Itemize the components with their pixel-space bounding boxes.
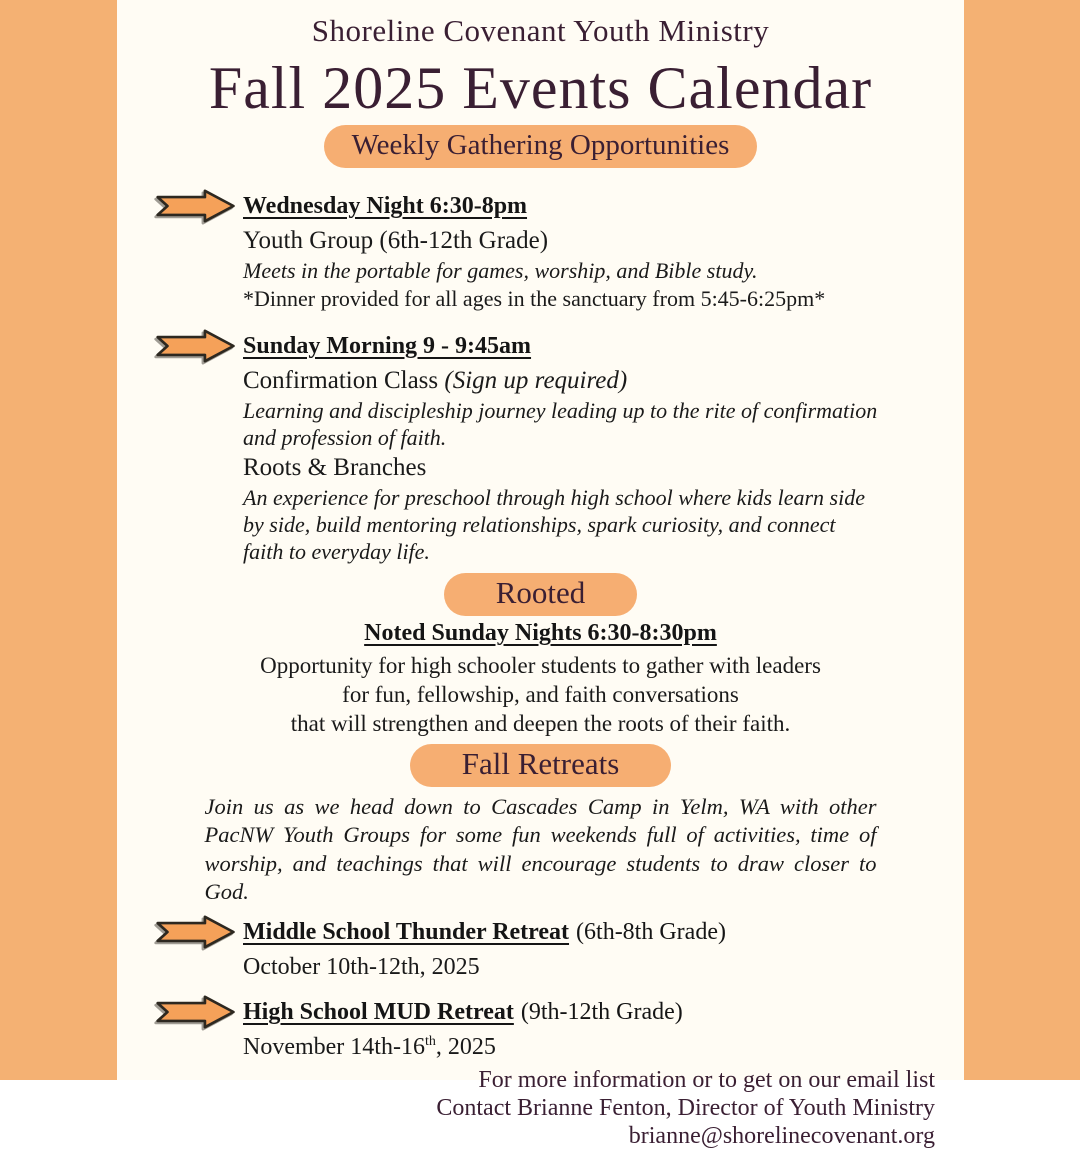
mud-retreat-header bbox=[117, 994, 964, 1030]
fall-retreats-badge: Fall Retreats bbox=[410, 744, 672, 787]
weekly-gathering-badge: Weekly Gathering Opportunities bbox=[324, 125, 758, 168]
mud-retreat-date-year: , 2025 bbox=[435, 1034, 496, 1061]
rooted-heading: Noted Sunday Nights 6:30-8:30pm bbox=[364, 619, 717, 646]
sunday-heading: Sunday Morning 9 - 9:45am bbox=[243, 332, 532, 359]
wednesday-program: Youth Group (6th-12th Grade) bbox=[243, 226, 549, 254]
mud-retreat-title: High School MUD Retreat bbox=[243, 998, 514, 1025]
thunder-retreat-grades: (6th-8th Grade) bbox=[576, 918, 726, 945]
arrow-icon bbox=[155, 994, 237, 1030]
sunday-section-header bbox=[117, 328, 964, 364]
right-accent-bar bbox=[964, 0, 1080, 1080]
arrow-icon bbox=[155, 188, 237, 224]
thunder-retreat-title: Middle School Thunder Retreat bbox=[243, 919, 570, 945]
wednesday-section-header bbox=[117, 188, 964, 224]
contact-line: Contact Brianne Fenton, Director of Youth Ministry bbox=[436, 1095, 935, 1122]
mud-retreat-grades: (9th-12th Grade) bbox=[520, 998, 683, 1025]
contact-email: brianne@shorelinecovenant.org bbox=[628, 1123, 935, 1150]
flyer-content bbox=[117, 0, 964, 1150]
roots-branches-description: An experience for preschool through high school where kids learn side by side, build mentoring relationships, spark curiosity, and connect faith to everyday life. bbox=[243, 484, 865, 565]
page-title: Fall 2025 Events Calendar bbox=[208, 54, 873, 121]
left-accent-bar bbox=[0, 0, 117, 1080]
rooted-line: Opportunity for high schooler students to gather with leaders bbox=[260, 652, 821, 678]
rooted-description bbox=[117, 651, 964, 739]
retreats-intro: Join us as we head down to Cascades Camp in Yelm, WA with other PacNW Youth Groups for some fun weekends full of activities, time of worship, and teachings that will encourage students to draw closer to God. bbox=[204, 794, 877, 905]
mud-retreat-date-main: November 14th-16 bbox=[243, 1034, 425, 1061]
wednesday-dinner-note: *Dinner provided for all ages in the sanctuary from 5:45-6:25pm* bbox=[243, 285, 826, 311]
wednesday-detail: Meets in the portable for games, worship, and Bible study. bbox=[243, 258, 758, 284]
wednesday-heading: Wednesday Night 6:30-8pm bbox=[243, 192, 528, 219]
roots-branches-label: Roots & Branches bbox=[243, 454, 427, 482]
arrow-icon bbox=[155, 914, 237, 950]
contact-line: For more information or to get on our email list bbox=[478, 1067, 935, 1093]
confirmation-class-description: Learning and discipleship journey leading up to the rite of confirmation and profession of faith. bbox=[243, 397, 878, 450]
signup-required-note: (Sign up required) bbox=[444, 367, 628, 395]
organization-name: Shoreline Covenant Youth Ministry bbox=[311, 13, 770, 48]
contact-info bbox=[117, 1066, 964, 1150]
confirmation-class-label: Confirmation Class bbox=[243, 367, 439, 395]
thunder-retreat-date: October 10th-12th, 2025 bbox=[243, 954, 480, 981]
rooted-badge: Rooted bbox=[444, 573, 638, 616]
mud-retreat-date bbox=[243, 1033, 964, 1062]
mud-retreat-date-ordinal: th bbox=[424, 1034, 436, 1050]
thunder-retreat-header bbox=[117, 914, 964, 950]
rooted-line: for fun, fellowship, and faith conversations bbox=[342, 681, 739, 707]
rooted-line: that will strengthen and deepen the roots of their faith. bbox=[290, 711, 791, 737]
arrow-icon bbox=[155, 328, 237, 364]
